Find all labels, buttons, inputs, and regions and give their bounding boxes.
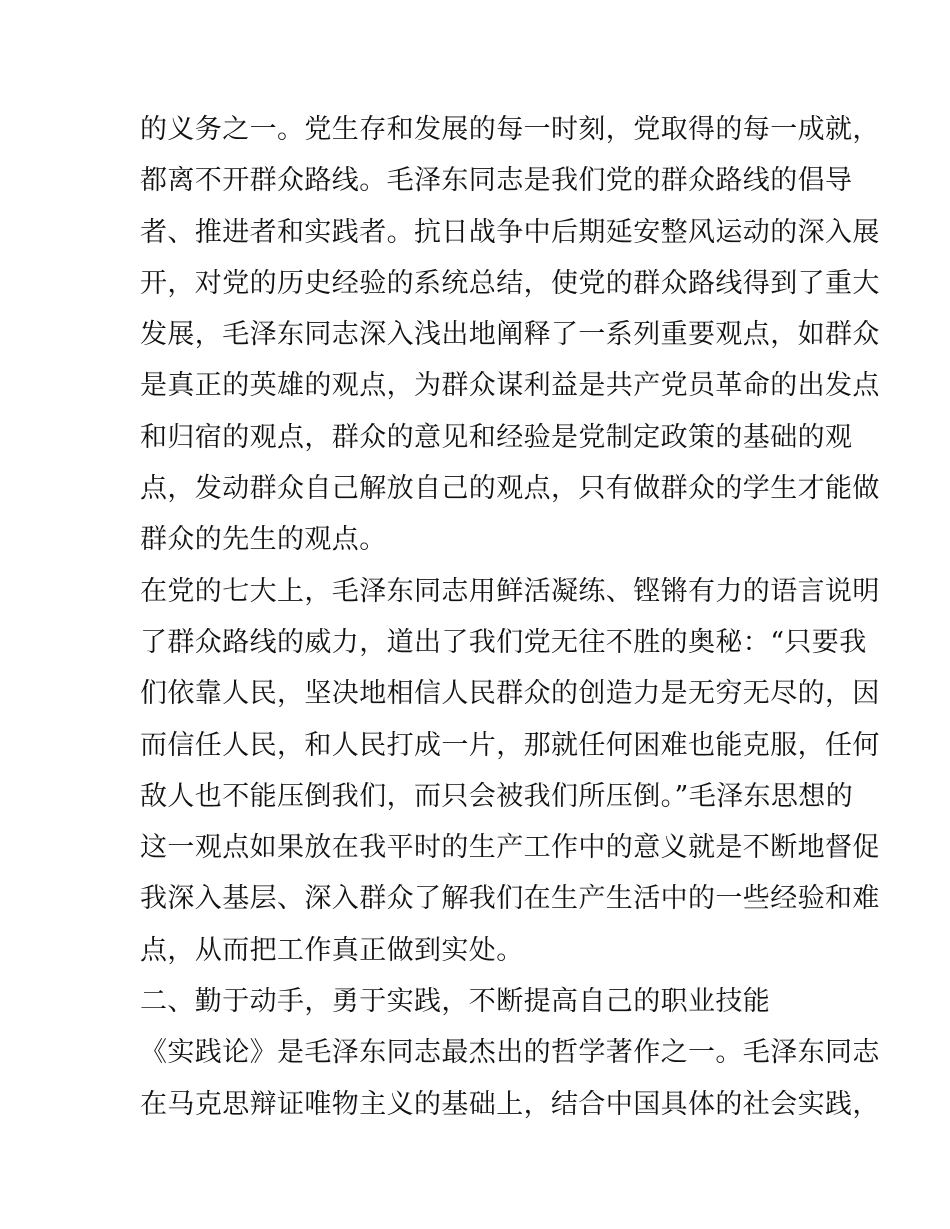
text-line: 都离不开群众路线。毛泽东同志是我们党的群众路线的倡导 — [140, 165, 853, 197]
text-line: 点，从而把工作真正做到实处。 — [140, 934, 524, 966]
text-line: 发展，毛泽东同志深入浅出地阐释了一系列重要观点，如群众 — [140, 319, 880, 351]
text-line: 开，对党的历史经验的系统总结，使党的群众路线得到了重大 — [140, 267, 880, 299]
text-line: 的义务之一。党生存和发展的每一时刻，党取得的每一成就， — [140, 114, 880, 145]
text-line: 点，发动群众自己解放自己的观点，只有做群众的学生才能做 — [140, 473, 880, 505]
text-line: 而信任人民，和人民打成一片，那就任何困难也能克服，任何 — [140, 729, 880, 761]
body-text — [140, 104, 880, 1130]
text-line: 群众的先生的观点。 — [140, 524, 387, 556]
text-line: 《实践论》是毛泽东同志最杰出的哲学著作之一。毛泽东同志 — [140, 1037, 880, 1069]
text-line: 是真正的英雄的观点，为群众谋利益是共产党员革命的出发点 — [140, 370, 880, 402]
text-line: 了群众路线的威力，道出了我们党无往不胜的奥秘：“只要我 — [140, 626, 867, 658]
text-line: 们依靠人民，坚决地相信人民群众的创造力是无穷无尽的，因 — [140, 678, 880, 710]
text-line: 和归宿的观点，群众的意见和经验是党制定政策的基础的观 — [140, 421, 853, 453]
text-line: 敌人也不能压倒我们，而只会被我们所压倒。”毛泽东思想的 — [140, 780, 854, 812]
text-line: 在马克思辩证唯物主义的基础上，结合中国具体的社会实践， — [140, 1088, 880, 1120]
text-line: 我深入基层、深入群众了解我们在生产生活中的一些经验和难 — [140, 883, 880, 915]
section-heading: 二、勤于动手，勇于实践，不断提高自己的职业技能 — [140, 986, 771, 1018]
text-line: 在党的七大上，毛泽东同志用鲜活凝练、铿锵有力的语言说明 — [140, 575, 880, 607]
text-line: 者、推进者和实践者。抗日战争中后期延安整风运动的深入展 — [140, 216, 880, 248]
text-line: 这一观点如果放在我平时的生产工作中的意义就是不断地督促 — [140, 832, 880, 864]
